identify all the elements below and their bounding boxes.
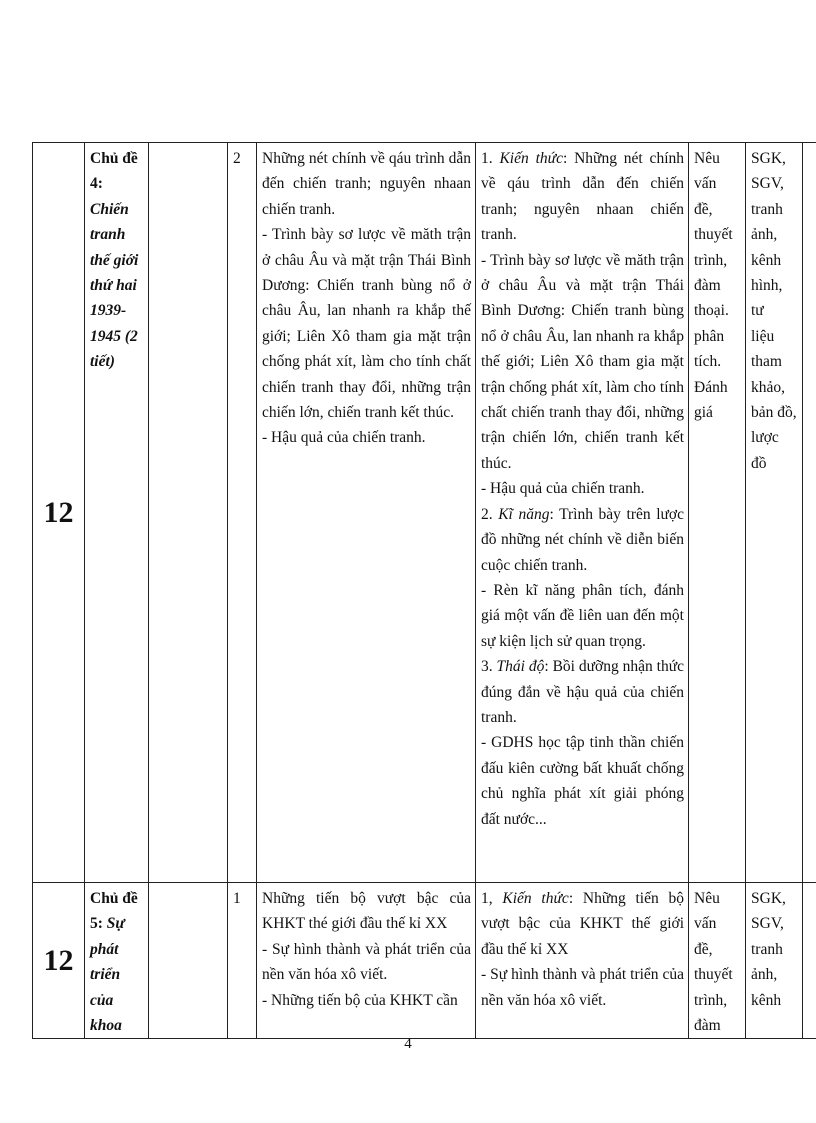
page-number: 4 <box>404 1036 412 1052</box>
empty-cell <box>149 883 228 1039</box>
week-cell: 12 <box>33 143 85 883</box>
topic-title: Chiến tranh thế giới thứ hai 1939-1945 (2 tiết) <box>90 200 139 371</box>
periods-cell: 1 <box>228 883 257 1039</box>
content-line: Những nét chính về qáu trình dẫn đến chiến tranh; nguyên nhaan chiến tranh. <box>262 150 471 218</box>
methods-cell: Nêu vấn đề, thuyết trình, đàm <box>689 883 746 1039</box>
topic-lead: Chủ đề 4: <box>90 150 138 193</box>
objective-line: - Hậu quả của chiến tranh. <box>481 480 645 498</box>
materials-cell: SGK, SGV, tranh ảnh, kênh hình, tư liệu tham khảo, bản đồ, lược đồ <box>746 143 803 883</box>
table-row <box>33 143 816 883</box>
objective-line: - Trình bày sơ lược về măth trận ở châu Âu và mặt trận Thái Bình Dương: Chiến tranh bùng nổ ở châu Âu, lan nhanh ra khắp thế giới; Liên Xô tham gia mặt trận chống phát xít, làm cho tính chất chiến tranh thay đổi, những trận chiến lớn, chiến tranh kết thúc. <box>481 251 684 472</box>
objective-line: - GDHS học tập tinh thần chiến đấu kiên cường bất khuất chống chủ nghĩa phát xít giải phóng đất nước... <box>481 734 684 828</box>
objective-line: 1, Kiến thức: Những tiến bộ vượt bậc của KHKT thế giới đầu thế kỉ XX <box>481 890 684 958</box>
objective-line: 2. Kĩ năng: Trình bày trên lược đồ những nét chính về diễn biến cuộc chiến tranh. <box>481 505 684 574</box>
content-cell <box>257 143 476 883</box>
content-line: - Những tiến bộ của KHKT cần <box>262 991 458 1009</box>
notes-cell <box>803 143 816 883</box>
materials-cell: SGK, SGV, tranh ảnh, kênh <box>746 883 803 1039</box>
content-cell <box>257 883 476 1039</box>
lesson-plan-table <box>32 142 816 1039</box>
topic-lead: Chủ đề 5: <box>90 890 138 933</box>
objectives-cell <box>476 883 689 1039</box>
notes-cell <box>803 883 816 1039</box>
objective-line: 3. Thái độ: Bồi dưỡng nhận thức đúng đắn về hậu quả của chiến tranh. <box>481 658 685 726</box>
methods-cell: Nêu vấn đề, thuyết trình, đàm thoại. phân tích. Đánh giá <box>689 143 746 883</box>
topic-title: Sự phát triển của khoa <box>90 915 125 1035</box>
objective-line: 1. Kiến thức: Những nét chính về qáu trình dẫn đến chiến tranh; nguyên nhaan chiến tranh. <box>481 150 684 244</box>
topic-cell <box>85 883 149 1039</box>
topic-cell <box>85 143 149 883</box>
periods-cell: 2 <box>228 143 257 883</box>
week-cell: 12 <box>33 883 85 1039</box>
content-line: - Sự hình thành và phát triển của nền văn hóa xô viết. <box>262 940 471 984</box>
table-row <box>33 883 816 1039</box>
objective-line: - Sự hình thành và phát triển của nền văn hóa xô viết. <box>481 966 684 1009</box>
objective-line: - Rèn kĩ năng phân tích, đánh giá một vấn đề liên uan đến một sự kiện lịch sử quan trọng. <box>481 581 684 650</box>
objectives-cell <box>476 143 689 883</box>
content-line: Những tiến bộ vượt bậc của KHKT thé giới đầu thế kỉ XX <box>262 890 471 933</box>
empty-cell <box>149 143 228 883</box>
content-line: - Hậu quả của chiến tranh. <box>262 429 426 447</box>
content-line: - Trình bày sơ lược về măth trận ở châu Âu và mặt trận Thái Bình Dương: Chiến tranh bùng nổ ở châu Âu, lan nhanh ra khắp thế giới; Liên Xô tham gia mặt trận chống phát xít, làm cho tính chất chiến tranh thay đổi, những trận chiến lớn, chiến tranh kết thúc. <box>262 226 471 422</box>
